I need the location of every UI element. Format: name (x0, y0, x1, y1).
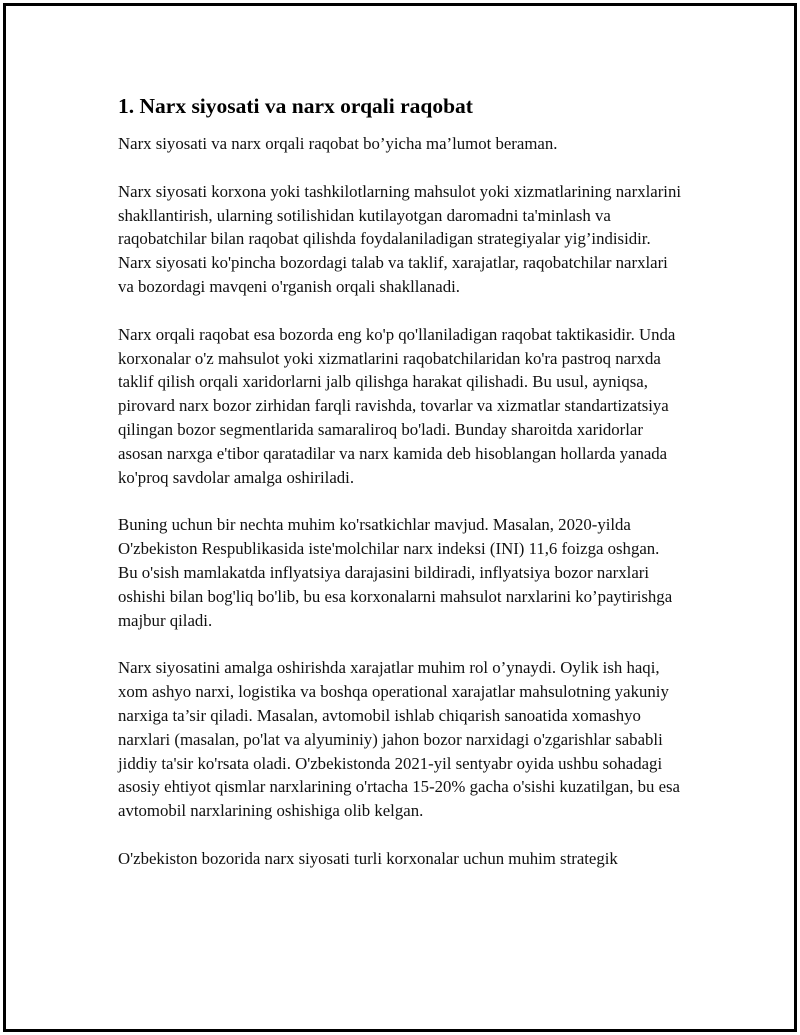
paragraph-price-competition: Narx orqali raqobat esa bozorda eng ko'p qo'llaniladigan raqobat taktikasidir. Unda korxonalar o'z mahsulot yoki xizmatlarini raqobatchilaridan ko'ra pastroq narxda taklif qilish orqali xaridorlarni jalb qilishga harakat qilishadi. Bu usul, ayniqsa, pirovard narx bozor zirhidan farqli ravishda, tovarlar va xizmatlar standartizatsiya qilingan bozor segmentlarida samaraliroq bo'ladi. Bunday sharoitda xaridorlar asosan narxga e'tibor qaratadilar va narx kamida deb hisoblangan hollarda yanada ko'proq savdolar amalga oshiriladi. (118, 324, 676, 487)
paragraph-uzbekistan-market: O'zbekiston bozorida narx siyosati turli korxonalar uchun muhim strategik (118, 848, 618, 868)
paragraph-costs: Narx siyosatini amalga oshirishda xarajatlar muhim rol o’ynaydi. Oylik ish haqi, xom ashyo narxi, logistika va boshqa operational xarajatlar mahsulotning yakuniy narxiga ta’sir qiladi. Masalan, avtomobil ishlab chiqarish sanoatida xomashyo narxlari (masalan, po'lat va alyuminiy) jahon bozor narxidagi o'zgarishlar sababli jiddiy ta'sir ko'rsata oladi. O'zbekistonda 2021-yil sentyabr oyida ushbu sohadagi asosiy ehtiyot qismlar narxlarining o'rtacha 15-20% gacha o'sishi kuzatilgan, bu esa avtomobil narxlarining oshishiga olib kelgan. (118, 658, 681, 821)
paragraph-indicators: Buning uchun bir nechta muhim ko'rsatkichlar mavjud. Masalan, 2020-yilda O'zbekiston Respublikasida iste'molchilar narx indeksi (INI) 11,6 foizga oshgan. Bu o'sish mamlakatda inflyatsiya darajasini bildiradi, inflyatsiya bozor narxlari oshishi bilan bog'liq bo'lib, bu esa korxonalarni mahsulot narxlarini ko’paytirishga majbur qiladi. (118, 515, 673, 630)
document-title: 1. Narx siyosati va narx orqali raqobat (118, 94, 473, 118)
document-body (118, 92, 683, 871)
paragraph-intro: Narx siyosati va narx orqali raqobat bo’yicha ma’lumot beraman. (118, 134, 558, 153)
paragraph-price-policy-definition: Narx siyosati korxona yoki tashkilotlarning mahsulot yoki xizmatlarining narxlarini shakllantirish, ularning sotilishidan kutilayotgan daromadni ta'minlash va raqobatchilar bilan raqobat qilishda foydalaniladigan strategiyalar yig’indisidir. Narx siyosati ko'pincha bozordagi talab va taklif, xarajatlar, raqobatchilar narxlari va bozordagi mavqeni o'rganish orqali shakllanadi. (118, 181, 681, 296)
